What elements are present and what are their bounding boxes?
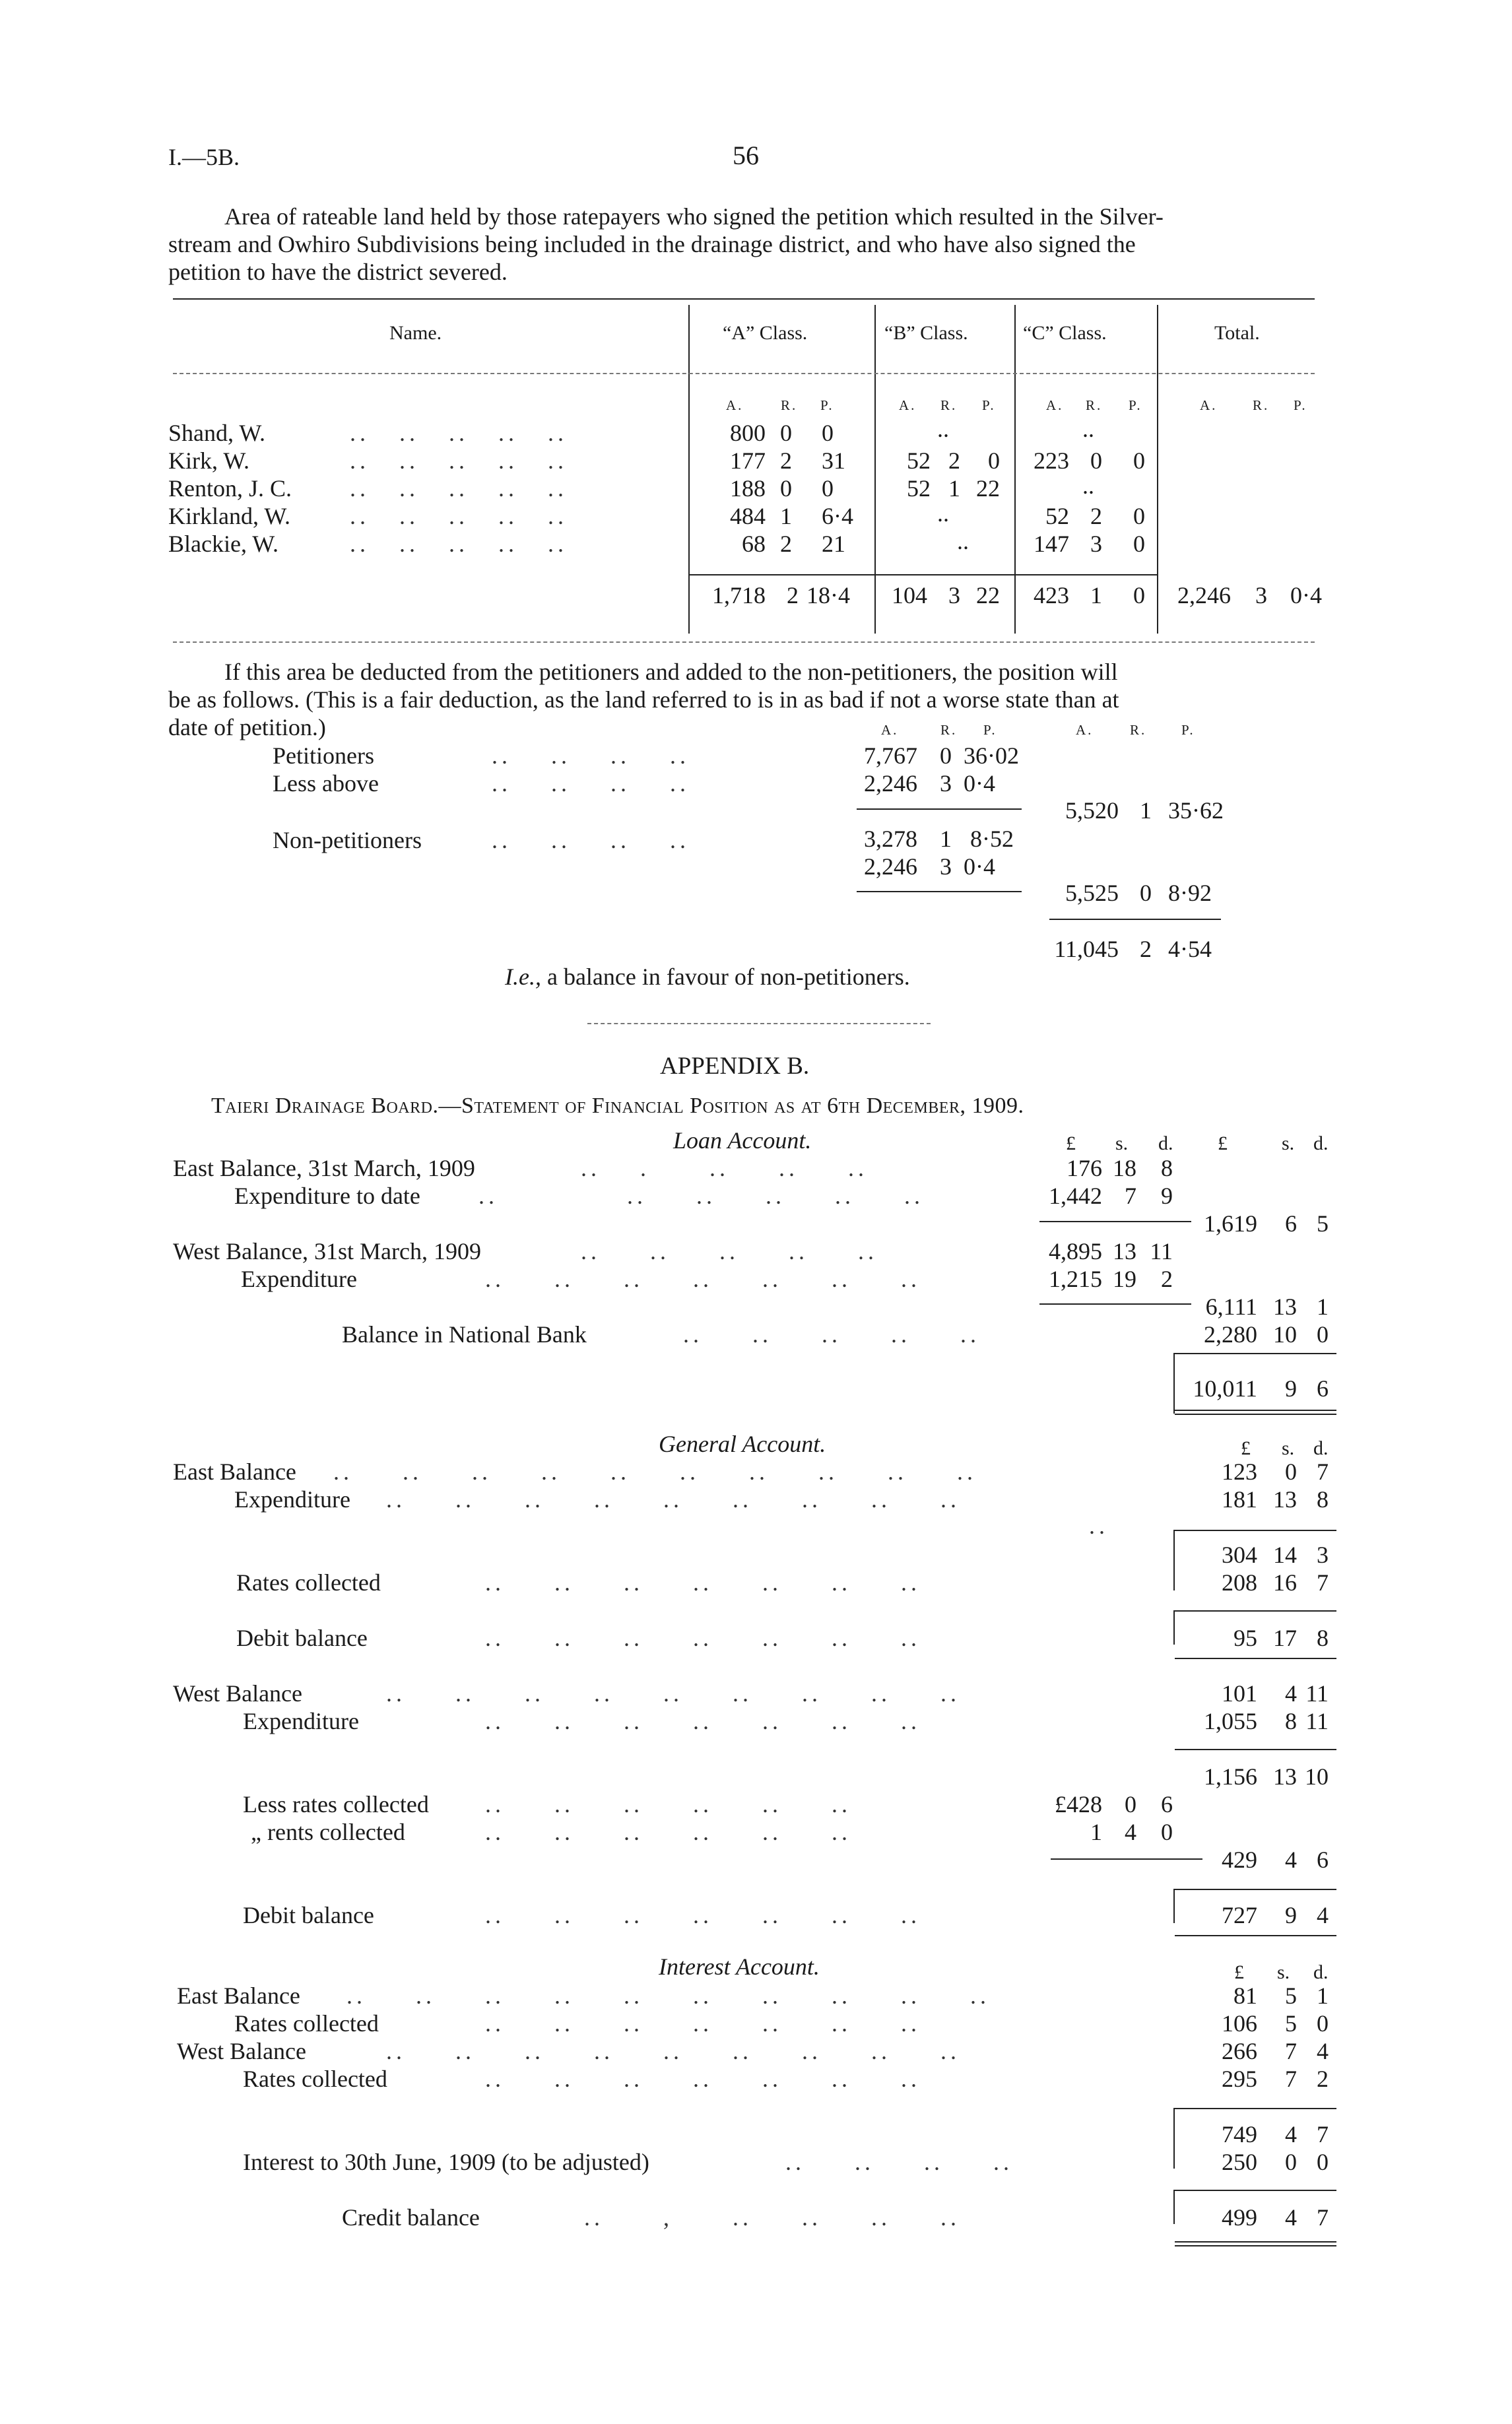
total-c-acres: 423 [1034,582,1069,608]
row-name: Blackie, W. [168,531,279,557]
unit-pence: d. [1313,1961,1329,1983]
leader-dots: .. .. .. .. .. .. .. .. .. [386,2038,960,2064]
pounds: 181 [1222,1486,1257,1513]
general-east-expenditure-label: Expenditure [234,1486,350,1513]
pence: 11 [1150,1238,1173,1264]
petitioners-net-roods: 1 [1140,797,1152,824]
non-petitioners-roods: 1 [940,826,952,852]
subtotal-rule [857,891,1022,892]
less-above-label: Less above [273,770,379,797]
pence: 11 [1305,1680,1329,1707]
unit-roods: R. [940,397,958,413]
a-perches: 6·4 [822,503,853,529]
loan-east-expenditure-label: Expenditure to date [234,1183,420,1209]
interest-west-rates-label: Rates collected [243,2066,387,2092]
header-b-class: “B” Class. [884,322,968,344]
c-acres: 223 [1034,447,1069,474]
pounds: 266 [1222,2038,1257,2064]
petitioners-net-perches: 35·62 [1168,797,1224,824]
total-a-acres: 1,718 [712,582,766,608]
loan-bank-label: Balance in National Bank [342,1321,587,1348]
b-acres: .. [937,500,949,527]
general-heading: General Account. [659,1431,826,1457]
pounds: 106 [1222,2010,1257,2037]
unit-pence: d. [1313,1132,1329,1154]
b-roods: 1 [948,475,960,502]
table-header-rule [173,373,1315,375]
petitioners-label: Petitioners [273,742,374,769]
leader-dots: .. .. .. .. .. .. .. [485,2066,921,2092]
c-perches: 0 [1133,447,1145,474]
header-name: Name. [389,322,442,344]
leader-dots: .. .. .. .. [492,742,690,769]
total-rule [1175,1353,1336,1354]
double-rule [1175,1414,1336,1415]
grand-roods: 3 [1255,582,1267,608]
unit-shillings: s. [1282,1437,1295,1459]
c-roods: 0 [1090,447,1102,474]
c-perches: 0 [1133,503,1145,529]
c-acres: 147 [1034,531,1069,557]
non-petitioners-label: Non-petitioners [273,827,422,853]
intro-line-3: petition to have the district severed. [168,259,508,285]
shillings: 4 [1285,2204,1297,2231]
less-above-acres: 2,246 [864,770,917,797]
pence: 2 [1161,1266,1173,1292]
unit-shillings: s. [1277,1961,1290,1983]
add-above-roods: 3 [940,853,952,880]
subtotal-rule [1175,1610,1336,1612]
less-above-roods: 3 [940,770,952,797]
a-perches: 0 [822,420,834,446]
page-number: 56 [733,141,759,170]
unit-perches: P. [982,397,996,413]
pence: 6 [1317,1847,1329,1873]
pence: 8 [1161,1155,1173,1181]
subtotal-box-side [1173,1610,1175,1645]
b-acres: 52 [907,447,931,474]
double-rule [1175,2241,1336,2243]
leader-dots: .. .. .. .. .. [350,475,568,502]
general-east-debit-label: Debit balance [236,1625,368,1651]
unit-roods: R. [781,397,798,413]
shillings: 5 [1285,1982,1297,2009]
shillings: 7 [1285,2038,1297,2064]
shillings: 4 [1285,1680,1297,1707]
subtotal-rule [1175,1530,1336,1531]
shillings: 13 [1113,1238,1136,1264]
unit-pence: d. [1313,1437,1329,1459]
leader-dots: .. .. .. .. .. .. .. [485,1625,921,1651]
loan-west-balance-label: West Balance, 31st March, 1909 [173,1238,481,1264]
shillings: 6 [1285,1210,1297,1237]
pounds: 1,215 [1049,1266,1102,1292]
pounds: 176 [1067,1155,1102,1181]
table-col-divider [1157,305,1158,634]
pounds: 6,111 [1205,1294,1257,1320]
pence: 8 [1317,1625,1329,1651]
shillings: 9 [1285,1902,1297,1928]
pounds: 4,895 [1049,1238,1102,1264]
unit-acres: A. [1076,722,1094,738]
non-petitioners-net-acres: 5,525 [1065,880,1119,906]
unit-acres: A. [881,722,899,738]
appendix-subtitle: Taieri Drainage Board.—Statement of Financial Position as at 6th December, 1909. [211,1094,1024,1118]
general-west-expenditure-label: Expenditure [243,1708,359,1734]
petitioners-acres: 7,767 [864,742,917,769]
pence: 6 [1317,1375,1329,1402]
unit-pence: d. [1158,1132,1173,1154]
deduction-line-3: date of petition.) [168,714,326,740]
header-a-class: “A” Class. [723,322,808,344]
loan-west-expenditure-label: Expenditure [241,1266,357,1292]
subtotal-rule [1175,1889,1336,1890]
a-roods: 1 [780,503,792,529]
row-name: Shand, W. [168,420,266,446]
pounds: 429 [1222,1847,1257,1873]
table-total-rule [688,574,1158,575]
a-perches: 31 [822,447,845,474]
subtotal-rule [1175,2190,1336,2191]
pounds: 1 [1090,1819,1102,1845]
grand-total-perches: 4·54 [1168,936,1212,962]
c-perches: 0 [1133,531,1145,557]
pence: 10 [1305,1763,1329,1790]
leader-dots: .. .. .. .. .. .. .. [485,1708,921,1734]
b-perches: 0 [988,447,1000,474]
shillings: 18 [1113,1155,1136,1181]
pence: 2 [1317,2066,1329,2092]
unit-pounds: £ [1066,1132,1076,1154]
pence: 11 [1305,1708,1329,1734]
pence: 7 [1317,1569,1329,1596]
section-divider [587,1023,931,1025]
general-west-debit-label: Debit balance [243,1902,374,1928]
pounds: 95 [1233,1625,1257,1651]
unit-acres: A. [1200,397,1218,413]
pounds: 1,619 [1204,1210,1257,1237]
pence: 0 [1317,2149,1329,2175]
row-name: Renton, J. C. [168,475,292,502]
pence: 4 [1317,2038,1329,2064]
unit-perches: P. [1181,722,1195,738]
interest-east-rates-label: Rates collected [234,2010,379,2037]
balance-note [505,964,910,990]
intro-line-1: Area of rateable land held by those ratepayers who signed the petition which resulted in the Silver- [224,203,1164,230]
non-petitioners-net-perches: 8·92 [1168,880,1212,906]
interest-heading: Interest Account. [659,1953,820,1980]
leader-dots: .. .. .. .. .. [350,531,568,557]
unit-roods: R. [1130,722,1147,738]
c-roods: 2 [1090,503,1102,529]
a-acres: 177 [730,447,766,474]
pence: 9 [1161,1183,1173,1209]
general-west-balance-label: West Balance [173,1680,303,1707]
interest-east-balance-label: East Balance [177,1982,300,2009]
total-a-perches: 18·4 [806,582,850,608]
pence: 1 [1317,1982,1329,2009]
shillings: 14 [1273,1542,1297,1568]
general-less-rates-label: Less rates collected [243,1791,429,1818]
leader-dots: .. .. .. .. [492,770,690,797]
shillings: 13 [1273,1486,1297,1513]
total-rule [1175,1935,1336,1936]
shillings: 7 [1285,2066,1297,2092]
double-rule [1175,1410,1336,1411]
a-acres: 188 [730,475,766,502]
pounds: 101 [1222,1680,1257,1707]
subtotal-rule [1175,2108,1336,2109]
unit-roods: R. [940,722,958,738]
intro-line-2: stream and Owhiro Subdivisions being included in the drainage district, and who have also signed the [168,231,1136,257]
pounds: 304 [1222,1542,1257,1568]
leader-dots: .. , .. .. .. .. [584,2204,960,2231]
leader-dots: .. .. .. .. .. .. .. [485,1569,921,1596]
shillings: 10 [1273,1321,1297,1348]
subtotal-rule [1039,1221,1191,1222]
pounds: 1,442 [1049,1183,1102,1209]
c-acres: .. [1082,473,1094,499]
row-name: Kirkland, W. [168,503,290,529]
leader-dots: .. .. .. .. [785,2149,1013,2175]
pence: 5 [1317,1210,1329,1237]
shillings: 13 [1273,1763,1297,1790]
unit-acres: A. [1046,397,1064,413]
a-acres: 800 [730,420,766,446]
a-acres: 484 [730,503,766,529]
leader-dots: .. . .. .. .. [581,1155,868,1181]
unit-perches: P. [983,722,997,738]
non-petitioners-acres: 3,278 [864,826,917,852]
subtotal-box-side [1173,1530,1175,1590]
grand-acres: 2,246 [1177,582,1231,608]
total-a-roods: 2 [787,582,799,608]
total-c-perches: 0 [1133,582,1145,608]
pence: 1 [1317,1294,1329,1320]
total-b-acres: 104 [892,582,927,608]
a-roods: 0 [780,475,792,502]
pence: 0 [1317,2010,1329,2037]
pounds: £428 [1055,1791,1102,1818]
less-above-perches: 0·4 [964,770,995,797]
leader-dots: .. .. .. .. [492,827,690,853]
total-rule [1175,1658,1336,1659]
c-acres: 52 [1045,503,1069,529]
subtotal-rule [1051,1858,1202,1860]
interest-credit-label: Credit balance [342,2204,480,2231]
subtotal-box-side [1173,2108,1175,2169]
add-above-perches: 0·4 [964,853,995,880]
shillings: 17 [1273,1625,1297,1651]
pounds: 749 [1222,2121,1257,2147]
total-box-side [1173,1353,1175,1414]
a-roods: 2 [780,531,792,557]
total-b-perches: 22 [976,582,1000,608]
pence: 0 [1317,1321,1329,1348]
pounds: 1,156 [1204,1763,1257,1790]
non-petitioners-net-roods: 0 [1140,880,1152,906]
unit-pounds: £ [1218,1132,1228,1154]
leader-dots: .. .. .. .. .. [350,447,568,474]
b-acres: .. [937,416,949,442]
shillings: 7 [1125,1183,1136,1209]
a-roods: 2 [780,447,792,474]
leader-dots: .. .. .. .. .. .. .. [485,1902,921,1928]
unit-pounds: £ [1241,1437,1251,1459]
table-bottom-rule [173,641,1315,643]
shillings: 0 [1285,2149,1297,2175]
leader-dots: .. .. .. .. .. .. [485,1819,851,1845]
general-rents-label: „ rents collected [251,1819,405,1845]
balance-note-prefix: I.e., [505,964,541,990]
leader-dots: .. .. .. .. .. .. .. .. .. [386,1680,960,1707]
shillings: 4 [1285,1847,1297,1873]
shillings: 16 [1273,1569,1297,1596]
leader-dots: .. .. .. .. .. .. .. [485,1266,921,1292]
shillings: 4 [1125,1819,1136,1845]
non-petitioners-perches: 8·52 [970,826,1014,852]
pounds: 1,055 [1204,1708,1257,1734]
document-reference: I.—5B. [168,144,240,170]
shillings: 5 [1285,2010,1297,2037]
pounds: 208 [1222,1569,1257,1596]
leader-dots: .. .. .. .. .. .. .. .. .. [386,1486,960,1513]
pounds: 499 [1222,2204,1257,2231]
unit-acres: A. [899,397,917,413]
double-rule [1175,2245,1336,2246]
loan-east-balance-label: East Balance, 31st March, 1909 [173,1155,475,1181]
a-perches: 21 [822,531,845,557]
grand-perches: 0·4 [1290,582,1322,608]
grand-total-roods: 2 [1140,936,1152,962]
leader-dots: .. .. .. .. .. [581,1238,878,1264]
unit-roods: R. [1086,397,1103,413]
petitioners-roods: 0 [940,742,952,769]
a-perches: 0 [822,475,834,502]
table-top-rule [173,298,1315,300]
pounds: 2,280 [1204,1321,1257,1348]
leader-dots: .. .. .. .. .. [683,1321,980,1348]
grand-total-acres: 11,045 [1054,936,1119,962]
unit-shillings: s. [1282,1132,1295,1154]
shillings: 8 [1285,1708,1297,1734]
a-roods: 0 [780,420,792,446]
add-above-acres: 2,246 [864,853,917,880]
subtotal-rule [1175,1749,1336,1750]
a-acres: 68 [742,531,766,557]
deduction-line-1: If this area be deducted from the petitioners and added to the non-petitioners, the position will [224,659,1118,685]
leader-dots: .. .. .. .. .. [350,420,568,446]
unit-acres: A. [726,397,744,413]
total-rule [1049,919,1221,920]
pence: 4 [1317,1902,1329,1928]
subtotal-rule [857,808,1022,810]
unit-perches: P. [1129,397,1142,413]
shillings: 9 [1285,1375,1297,1402]
leader-dots: .. .. .. .. .. .. .. [485,2010,921,2037]
leader-dots: .. .. .. .. .. .. .. .. .. .. [346,1982,990,2009]
general-east-rates-label: Rates collected [236,1569,381,1596]
shillings: 4 [1285,2121,1297,2147]
unit-perches: P. [1294,397,1307,413]
table-col-divider [1014,305,1016,634]
pence: 7 [1317,2204,1329,2231]
table-col-divider [874,305,876,634]
pounds: 295 [1222,2066,1257,2092]
pounds: 81 [1233,1982,1257,2009]
total-c-roods: 1 [1090,582,1102,608]
leader-dots: .. .. .. .. .. [350,503,568,529]
pence: 3 [1317,1542,1329,1568]
pounds: 10,011 [1193,1375,1257,1402]
pounds: 250 [1222,2149,1257,2175]
unit-pounds: £ [1234,1961,1244,1983]
interest-adjust-label: Interest to 30th June, 1909 (to be adjusted) [243,2149,649,2175]
total-b-roods: 3 [948,582,960,608]
unit-shillings: s. [1115,1132,1129,1154]
pence: 7 [1317,2121,1329,2147]
pounds: 123 [1222,1458,1257,1485]
interest-west-balance-label: West Balance [177,2038,307,2064]
loan-heading: Loan Account. [673,1127,812,1154]
subtotal-rule [1039,1303,1191,1305]
header-total: Total. [1214,322,1260,344]
balance-note-text: a balance in favour of non-petitioners. [546,964,910,990]
leader-dots: .. .. .. .. .. .. .. .. .. .. [333,1458,977,1485]
shillings: 0 [1125,1791,1136,1818]
pence: 8 [1317,1486,1329,1513]
shillings: 19 [1113,1266,1136,1292]
petitioners-net-acres: 5,520 [1065,797,1119,824]
deduction-line-2: be as follows. (This is a fair deduction, as the land referred to is in as bad if not a worse state than at [168,686,1119,713]
petitioners-perches: 36·02 [964,742,1019,769]
b-perches: 22 [976,475,1000,502]
table-col-divider [688,305,690,634]
shillings: 0 [1285,1458,1297,1485]
pence: 0 [1161,1819,1173,1845]
c-acres: .. [1082,416,1094,442]
c-roods: 3 [1090,531,1102,557]
pounds: 727 [1222,1902,1257,1928]
unit-roods: R. [1253,397,1270,413]
unit-perches: P. [820,397,834,413]
leader-dots: .. [1089,1513,1109,1539]
leader-dots: .. .. .. .. .. .. [485,1791,851,1818]
subtotal-box-side [1173,2190,1175,2224]
pence: 6 [1161,1791,1173,1818]
pence: 7 [1317,1458,1329,1485]
leader-dots: .. .. .. .. .. .. [478,1183,924,1209]
shillings: 13 [1273,1294,1297,1320]
general-east-balance-label: East Balance [173,1458,296,1485]
subtotal-box-side [1173,1889,1175,1923]
b-acres: 52 [907,475,931,502]
appendix-title: APPENDIX B. [660,1053,810,1080]
row-name: Kirk, W. [168,447,250,474]
b-acres: .. [957,528,969,554]
header-c-class: “C” Class. [1023,322,1107,344]
b-roods: 2 [948,447,960,474]
